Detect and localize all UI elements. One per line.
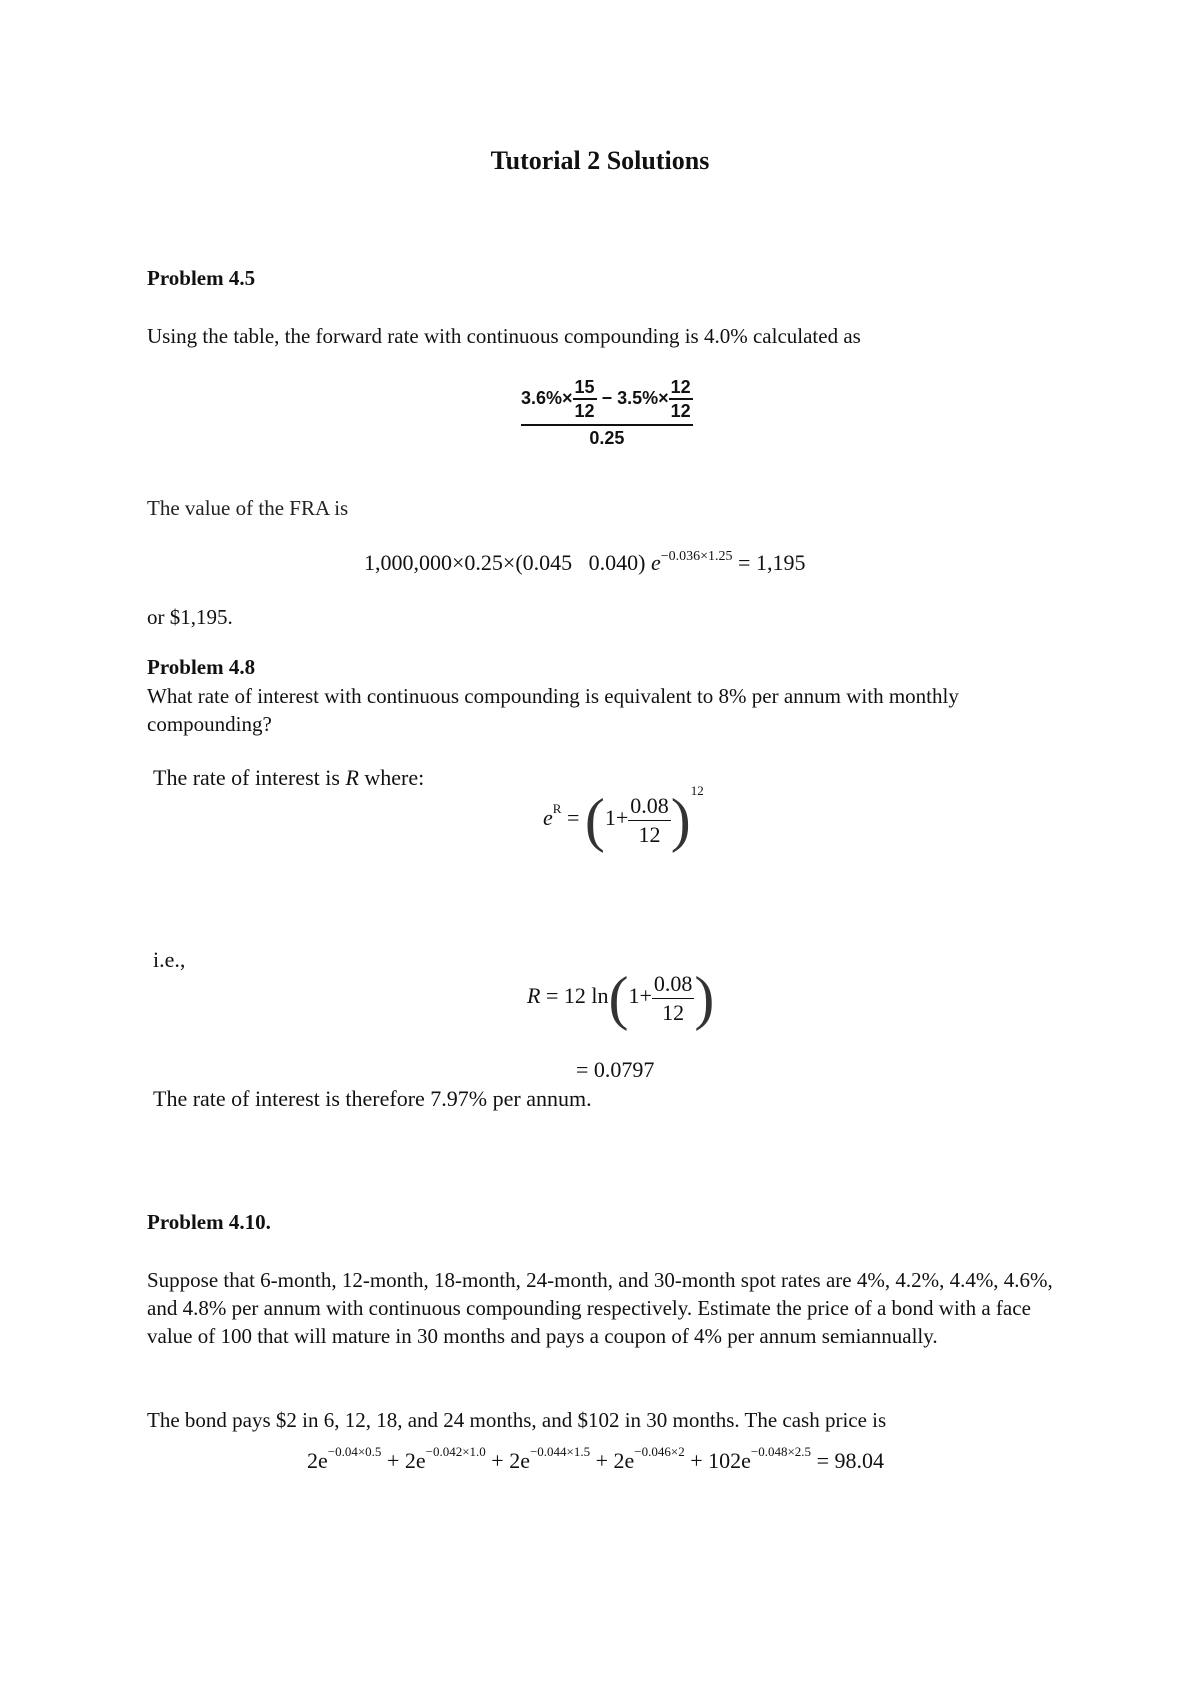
eq2-fraction [652,970,695,1027]
eq1-fraction [628,792,671,849]
left-paren-icon: ( [584,787,605,853]
fraction-denominator: 12 [574,401,595,421]
fraction-numerator: 12 [669,376,693,400]
equation-e-r [543,783,704,853]
bond-price-equation [307,1444,884,1474]
term-coef: + 2e [595,1448,635,1473]
formula-denominator: 0.25 [589,428,625,448]
eq2-one-plus: 1+ [628,983,652,1009]
eq2-eq: = 12 ln [545,983,609,1009]
rate-result: = 0.0797 [576,1057,655,1082]
rate-lead-line [153,764,424,792]
problem-4-10-heading: Problem 4.10. [147,1210,271,1234]
problem-4-10-question: Suppose that 6-month, 12-month, 18-month, 24-month, and 30-month spot rates are 4%, 4.2%, 4.4%, 4.6%, and 4.8% per annum with continuous compounding respectively. Estimate the price of a bond with a face value of 100 that will mature in 30 months and pays a coupon of 4% per annum semiannually. [147,1268,1053,1348]
fraction-12-12 [669,376,693,422]
term-coef: + 102e [690,1448,751,1473]
term-coef: + 2e [386,1448,426,1473]
fra-value-equation [364,550,805,576]
eq2-lhs: R [527,983,541,1009]
eq1-den: 12 [638,821,661,847]
fra-rhs: = 1,195 [738,550,806,575]
eq2-den: 12 [662,999,685,1025]
problem-4-8-question: What rate of interest with continuous compounding is equivalent to 8% per annum with monthly compounding? [147,684,959,736]
problem-4-8-heading: Problem 4.8 [147,655,256,679]
term-exp: −0.046×2 [634,1444,685,1459]
term-exp: −0.04×0.5 [327,1444,382,1459]
right-paren-icon: ) [670,787,691,853]
rate-lead: The rate of interest is [153,765,340,790]
term-2 [386,1444,486,1473]
formula-times-2: × [658,387,669,408]
bond-answer: The bond pays $2 in 6, 12, 18, and 24 months, and $102 in 30 months. The cash price is [147,1408,887,1432]
rate-var: R [345,765,359,790]
eq2-num: 0.08 [652,970,695,999]
problem-4-5-heading: Problem 4.5 [147,266,256,290]
ie-label: i.e., [153,947,186,972]
term-coef: + 2e [491,1448,530,1473]
term-exp: −0.042×1.0 [425,1444,486,1459]
eq1-num: 0.08 [628,792,671,821]
eq1-one-plus: 1+ [604,805,629,831]
term-4 [595,1444,685,1473]
term-exp: −0.048×2.5 [750,1444,812,1459]
eq1-equals: = [566,805,580,831]
fra-exponent: −0.036×1.25 [660,549,733,564]
fra-value-label: The value of the FRA is [147,496,349,520]
bond-price-result: = 98.04 [816,1448,884,1473]
term-5 [690,1444,812,1473]
formula-minus-rate: − 3.5% [601,387,659,408]
rate-conclusion: The rate of interest is therefore 7.97% per annum. [153,1086,592,1111]
fraction-15-12 [573,376,597,422]
term-3 [491,1444,591,1473]
problem-4-5-intro: Using the table, the forward rate with continuous compounding is 4.0% calculated as [147,324,861,348]
forward-rate-formula [521,376,693,449]
right-paren-icon: ) [694,965,715,1031]
equation-r-ln [527,965,715,1031]
eq1-power: 12 [690,783,704,799]
fra-e: e [650,550,661,575]
formula-times-1: × [562,387,573,408]
eq1-base: e [543,805,553,831]
term-coef: 2e [307,1448,328,1473]
left-paren-icon: ( [608,965,629,1031]
page-title: Tutorial 2 Solutions [490,146,710,175]
fra-conclusion: or $1,195. [147,605,233,629]
fraction-denominator: 12 [670,401,691,421]
fraction-numerator: 15 [573,376,597,400]
fra-lhs: 1,000,000×0.25×(0.045 0.040) [364,550,646,575]
eq1-exp: R [552,801,562,817]
formula-rate-a: 3.6% [521,387,563,408]
term-exp: −0.044×1.5 [529,1444,591,1459]
term-1 [307,1444,382,1473]
rate-lead-end: where: [364,765,425,790]
